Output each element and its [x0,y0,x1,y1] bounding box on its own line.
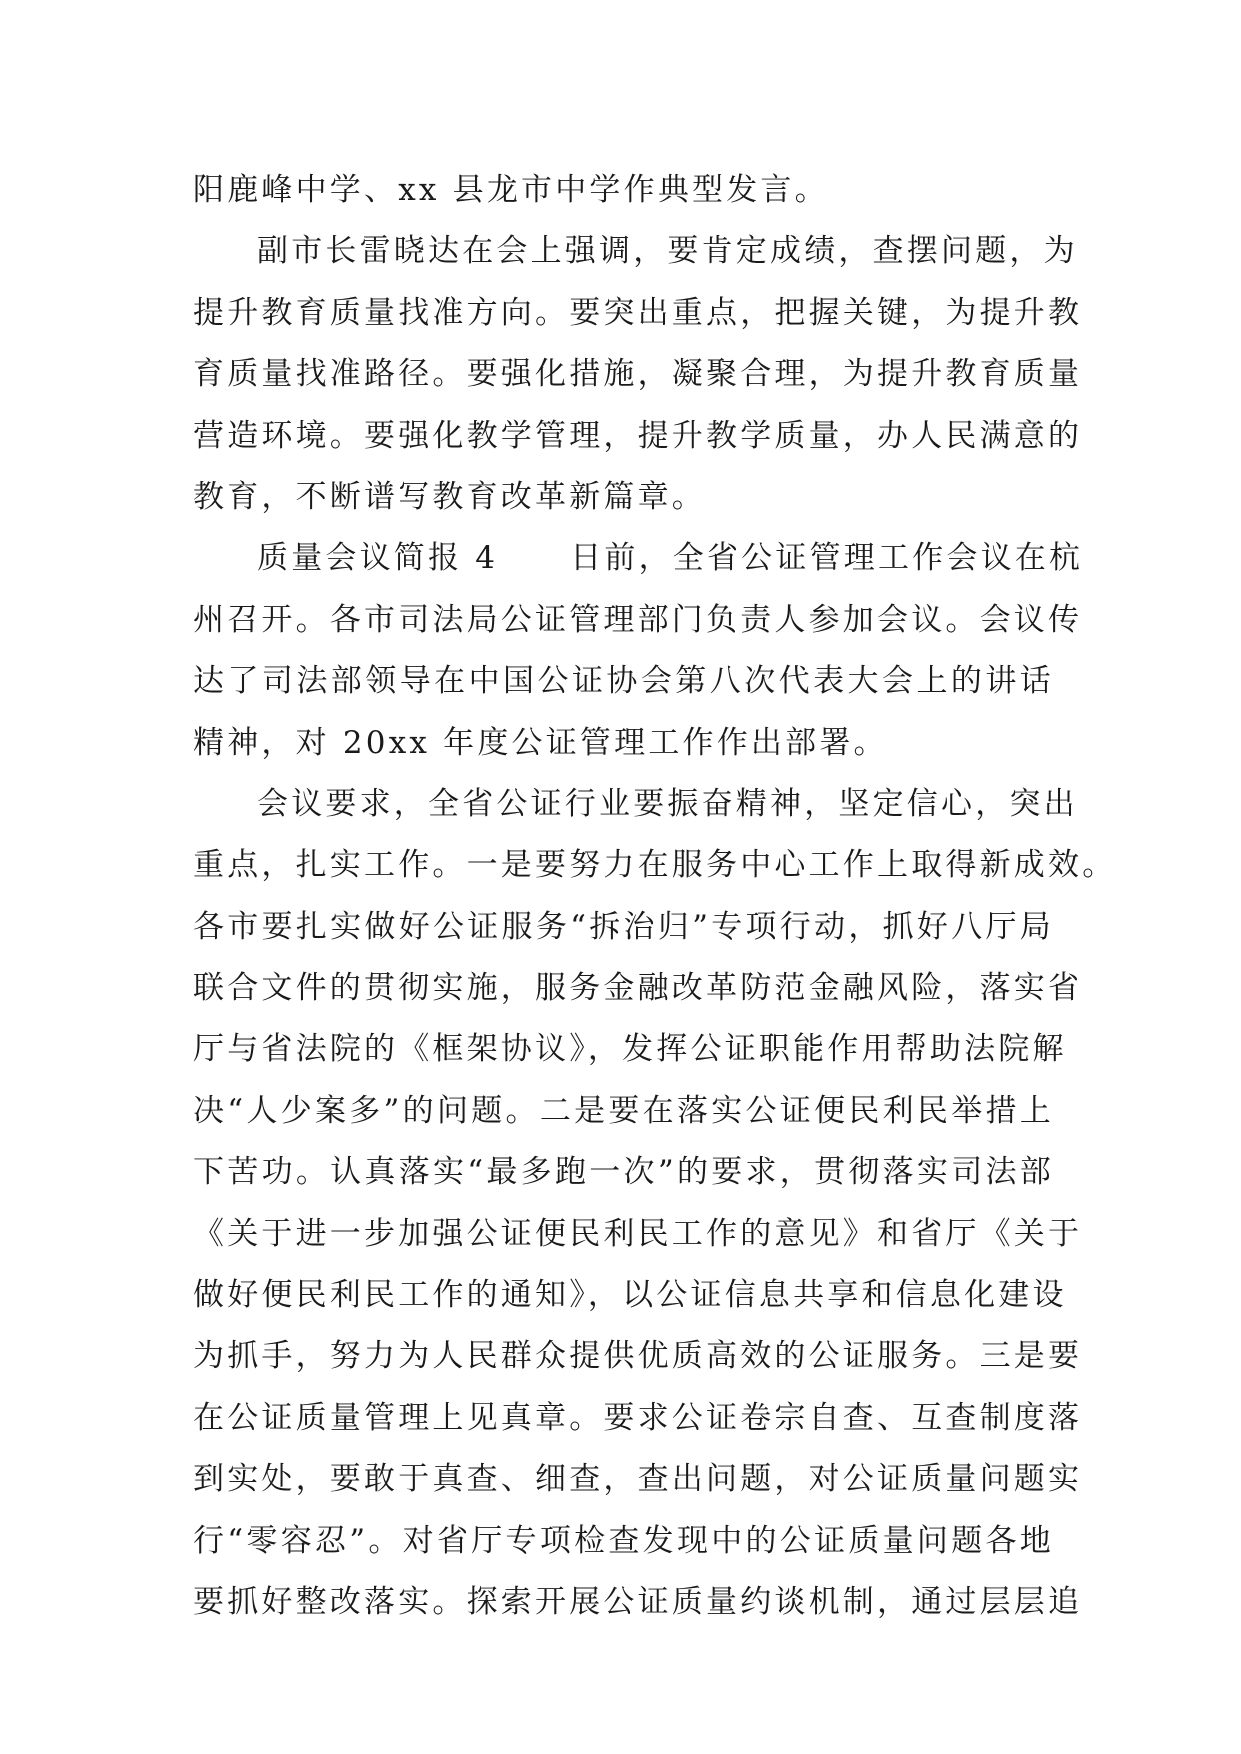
text-line-with-heading [193,528,1084,589]
text-line: 副市长雷晓达在会上强调，要肯定成绩，查摆问题，为 [257,233,1078,270]
text-line: 联合文件的贯彻实施，服务金融改革防范金融风险，落实省 [193,970,1083,1007]
text-line: 要抓好整改落实。探索开展公证质量约谈机制，通过层层追 [193,1583,1083,1620]
text-line-rest: 日前，全省公证管理工作会议在杭 [570,540,1084,577]
text-line: 州召开。各市司法局公证管理部门负责人参加会议。会议传 [193,601,1083,638]
text-line: 行“零容忍”。对省厅专项检查发现中的公证质量问题各地 [193,1522,1054,1559]
text-line: 厅与省法院的《框架协议》，发挥公证职能作用帮助法院解 [193,1031,1067,1068]
text-line: 精神，对 20xx 年度公证管理工作作出部署。 [193,724,888,761]
paragraph-2 [193,221,1083,528]
section-heading: 质量会议简报 4 [257,540,499,577]
text-line: 《关于进一步加强公证便民利民工作的意见》和省厅《关于 [193,1215,1083,1252]
paragraph-3 [193,528,1084,774]
text-line: 到实处，要敢于真查、细查，查出问题，对公证质量问题实 [193,1461,1083,1498]
text-line: 下苦功。认真落实“最多跑一次”的要求，贯彻落实司法部 [193,1154,1054,1191]
text-line: 会议要求，全省公证行业要振奋精神，坚定信心，突出 [257,785,1078,822]
text-line: 教育，不断谱写教育改革新篇章。 [193,478,706,515]
text-line: 各市要扎实做好公证服务“拆治归”专项行动，抓好八厅局 [193,908,1054,945]
text-line: 营造环境。要强化教学管理，提升教学质量，办人民满意的 [193,417,1083,454]
paragraph-1 [193,160,1054,221]
text-line: 重点，扎实工作。一是要努力在服务中心工作上取得新成效。 [193,847,1117,884]
text-line: 决“人少案多”的问题。二是要在落实公证便民利民举措上 [193,1092,1054,1129]
text-line: 达了司法部领导在中国公证协会第八次代表大会上的讲话 [193,663,1054,700]
paragraph-4 [193,774,1117,1633]
document-body [193,160,1117,1633]
text-line: 做好便民利民工作的通知》，以公证信息共享和信息化建设 [193,1277,1067,1314]
text-line: 为抓手，努力为人民群众提供优质高效的公证服务。三是要 [193,1338,1083,1375]
text-line: 阳鹿峰中学、xx 县龙市中学作典型发言。 [193,172,829,208]
text-line: 提升教育质量找准方向。要突出重点，把握关键，为提升教 [193,294,1083,331]
text-line: 育质量找准路径。要强化措施，凝聚合理，为提升教育质量 [193,356,1083,393]
text-line: 在公证质量管理上见真章。要求公证卷宗自查、互查制度落 [193,1399,1083,1436]
